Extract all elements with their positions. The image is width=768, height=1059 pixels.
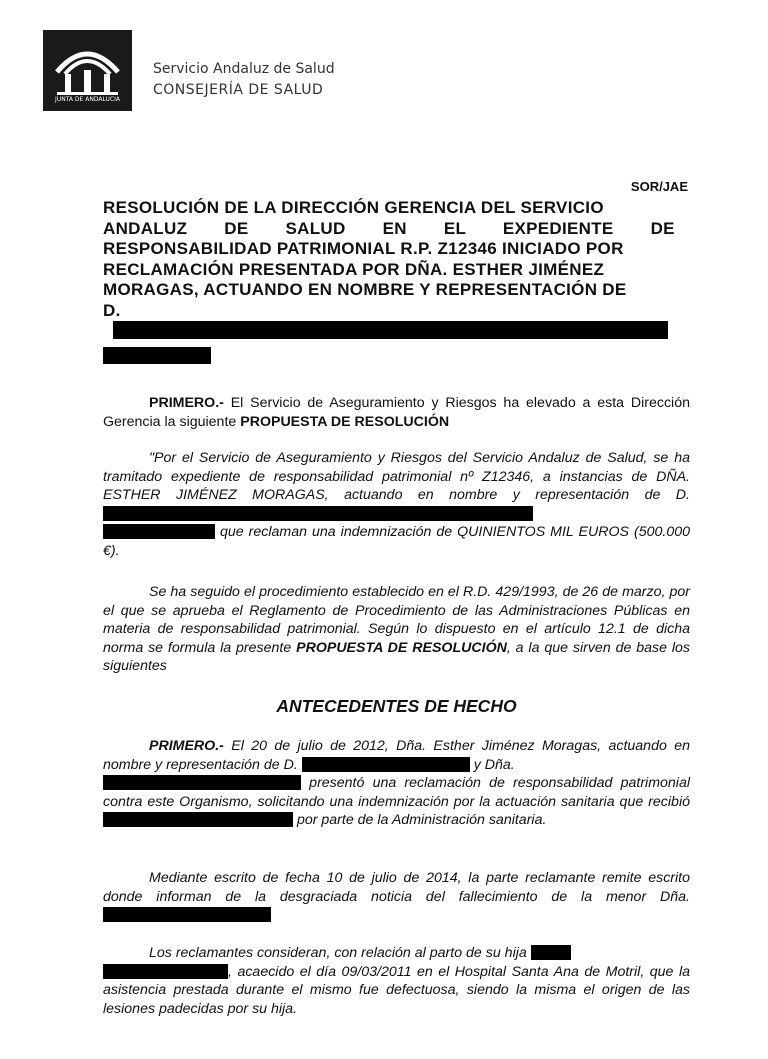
paragraph-text: Mediante escrito de fecha 10 de julio de 2014, la parte reclamante remite escrito donde informan de la desgraciada noticia del fallecimiento de la menor Dña. (103, 870, 690, 905)
redaction-bar (103, 524, 215, 539)
paragraph-antecedente-primero (103, 737, 690, 830)
redaction-bar (103, 775, 301, 790)
title-line: MORAGAS, ACTUANDO EN NOMBRE Y REPRESENTACIÓN DE (103, 280, 627, 299)
paragraph-text: El Servicio de Aseguramiento y Riesgos ha elevado a esta Dirección Gerencia la siguiente (103, 395, 690, 430)
paragraph-text: presentó una reclamación de responsabilidad patrimonial contra este Organismo, solicitando una indemnización por la actuación sanitaria que recibió (103, 775, 690, 810)
title-line: RESPONSABILIDAD PATRIMONIAL R.P. Z12346 INICIADO POR (103, 239, 624, 258)
title-line: RESOLUCIÓN DE LA DIRECCIÓN GERENCIA DEL SERVICIO (103, 198, 604, 217)
paragraph-label: PRIMERO.- (149, 395, 224, 411)
paragraph-parto (103, 944, 690, 1018)
title-line: RECLAMACIÓN PRESENTADA POR DÑA. ESTHER JIMÉNEZ (103, 259, 605, 279)
redaction-bar (103, 506, 533, 521)
redaction-bar (103, 964, 228, 979)
redaction-bar (302, 757, 470, 772)
redaction-bar (531, 945, 571, 960)
department-name: CONSEJERÍA DE SALUD (153, 82, 324, 98)
redaction-bar (103, 907, 271, 922)
resolution-title (103, 198, 689, 366)
title-line: ANDALUZ DE SALUD EN EL EXPEDIENTE DE (103, 218, 675, 238)
paragraph-label: PRIMERO.- (149, 738, 224, 754)
title-line: D. (103, 300, 121, 320)
paragraph-text: El 20 de julio de 2012, Dña. Esther Jiménez Moragas, actuando en nombre y representación de D. (103, 738, 690, 773)
junta-andalucia-logo (43, 30, 132, 111)
redaction-bar (103, 347, 211, 364)
paragraph-quote (103, 449, 690, 561)
paragraph-text: , acaecido el día 09/03/2011 en el Hospital Santa Ana de Motril, que la asistencia prestada durante el mismo fue defectuosa, siendo la misma el origen de las lesiones padecidas por su hija. (103, 963, 690, 1017)
paragraph-text: , a la que sirven de base los siguientes (103, 639, 691, 675)
paragraph-fallecimiento (103, 869, 690, 925)
propuesta-label: PROPUESTA DE RESOLUCIÓN (240, 413, 450, 430)
paragraph-text: y Dña. (469, 756, 515, 773)
redaction-bar (103, 812, 293, 827)
paragraph-primero (103, 394, 690, 431)
propuesta-label: PROPUESTA DE RESOLUCIÓN (296, 639, 507, 656)
section-heading: ANTECEDENTES DE HECHO (276, 696, 517, 716)
paragraph-text: por parte de la Administración sanitaria. (293, 812, 547, 829)
paragraph-procedimiento (103, 583, 690, 676)
paragraph-text: "Por el Servicio de Aseguramiento y Riesgos del Servicio Andaluz de Salud, se ha tramitado expediente de responsabilidad patrimonial nº Z12346, a instancias de DÑA. ESTHER JIMÉNEZ MORAGAS, actuando en nombre y representación de D. (103, 450, 690, 504)
paragraph-text: Los reclamantes consideran, con relación al parto de su hija (149, 945, 527, 961)
redaction-bar (113, 321, 668, 339)
paragraph-text: Se ha seguido el procedimiento establecido en el R.D. 429/1993, de 26 de marzo, por el que se aprueba el Reglamento de Procedimiento de las Administraciones Públicas en materia de responsabilidad patrimonial. Según lo dispuesto en el artículo 12.1 de dicha norma se formula la presente (103, 584, 690, 656)
document-reference: SOR/JAE (630, 179, 688, 194)
organization-name: Servicio Andaluz de Salud (153, 61, 335, 77)
paragraph-text: que reclaman una indemnización de QUINIENTOS MIL EUROS (500.000 €). (103, 524, 690, 559)
logo-caption: JUNTA DE ANDALUCIA (55, 96, 120, 103)
